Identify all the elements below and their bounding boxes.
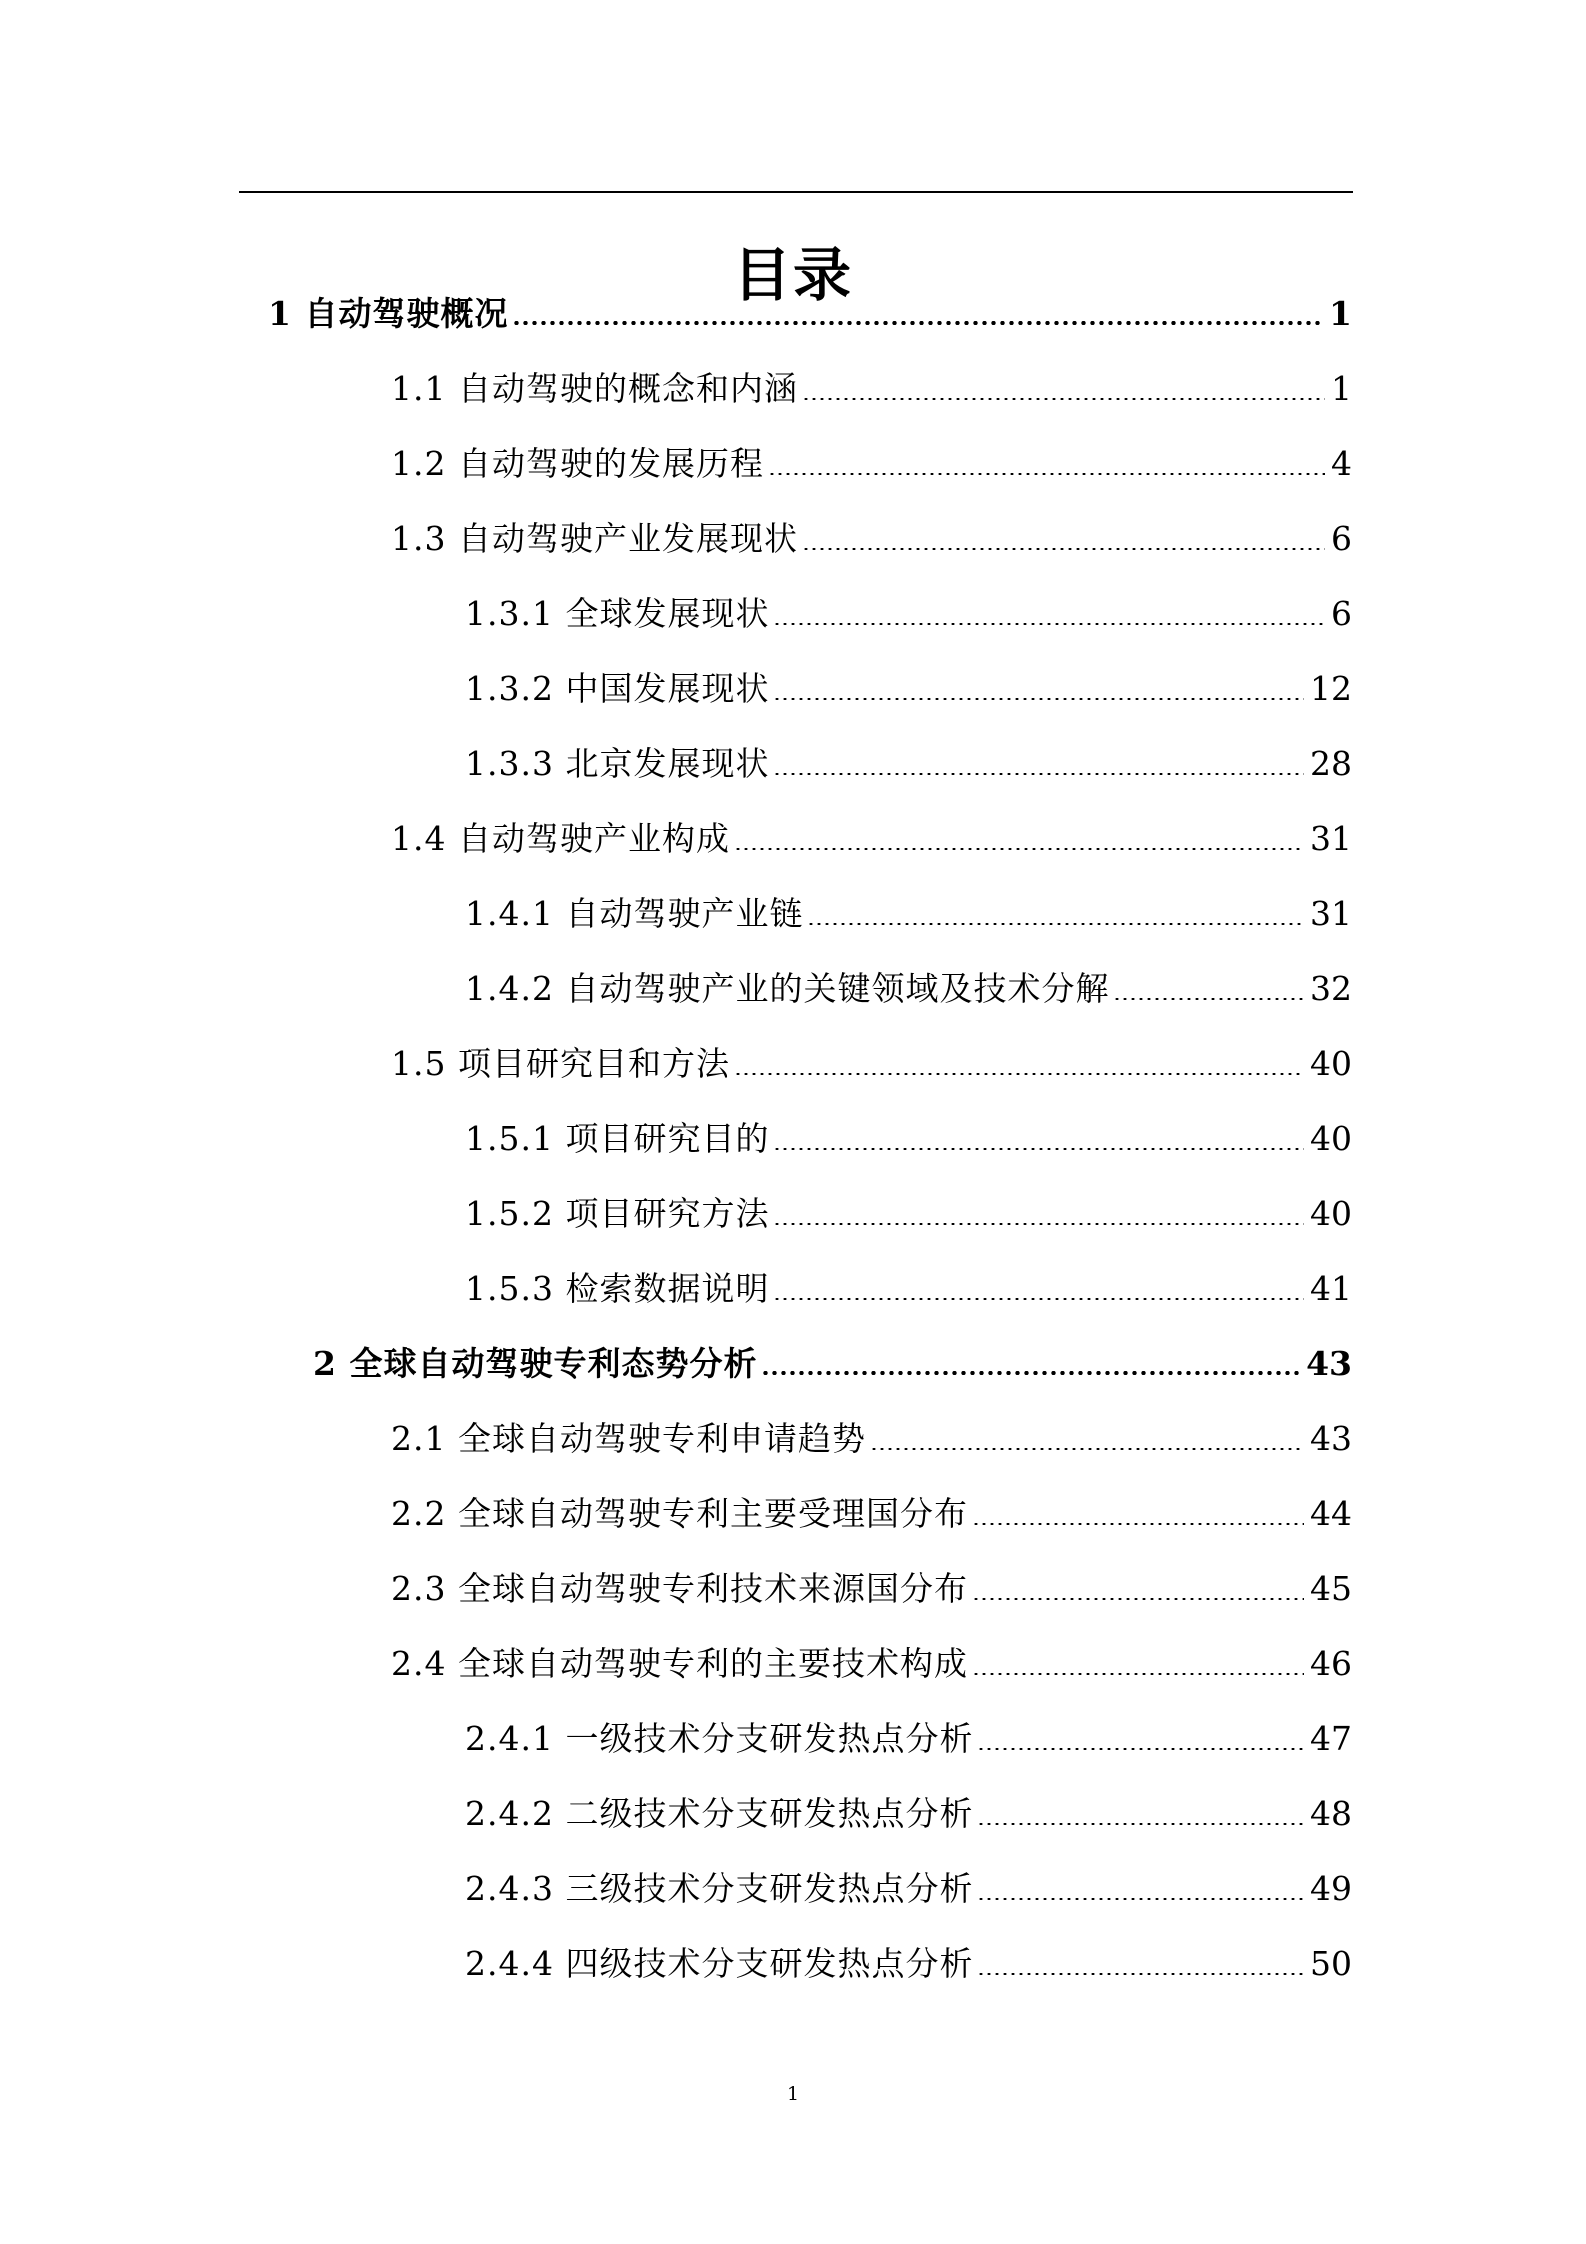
dot-leader: [977, 1823, 1304, 1825]
toc-entry-2-4-2[interactable]: [465, 1792, 1352, 1836]
toc-entry-page: 48: [1310, 1794, 1352, 1833]
toc-entry-2-4-1[interactable]: [465, 1717, 1352, 1761]
toc-entry-label: 1 自动驾驶概况: [268, 294, 509, 333]
toc-entry-page: 31: [1310, 894, 1352, 933]
toc-entry-2-4-4[interactable]: [465, 1942, 1352, 1986]
toc-entry-1-3-1[interactable]: [465, 592, 1352, 636]
toc-entry-1-1[interactable]: [391, 367, 1352, 411]
toc-entry-label: 1.1 自动驾驶的概念和内涵: [391, 369, 798, 408]
toc-entry-page: 12: [1310, 669, 1352, 708]
toc-entry-page: 6: [1331, 594, 1352, 633]
toc-entry-1-4[interactable]: [391, 817, 1352, 861]
dot-leader: [773, 698, 1304, 700]
toc-entry-page: 32: [1310, 969, 1352, 1008]
toc-entry-page: 43: [1310, 1419, 1352, 1458]
toc-entry-page: 43: [1306, 1344, 1352, 1383]
toc-entry-page: 31: [1310, 819, 1352, 858]
dot-leader: [773, 1148, 1304, 1150]
toc-entry-1-3[interactable]: [391, 517, 1352, 561]
toc-entry-label: 1.2 自动驾驶的发展历程: [391, 444, 764, 483]
toc-entry-label: 2.4.2 二级技术分支研发热点分析: [465, 1794, 974, 1833]
toc-entry-page: 1: [1331, 369, 1352, 408]
toc-entry-page: 44: [1310, 1494, 1352, 1533]
toc-entry-2-2[interactable]: [391, 1492, 1352, 1536]
toc-entry-1-3-2[interactable]: [465, 667, 1352, 711]
toc-entry-label: 2.4.1 一级技术分支研发热点分析: [465, 1719, 974, 1758]
dot-leader: [1113, 998, 1304, 1000]
toc-entry-page: 28: [1310, 744, 1352, 783]
dot-leader: [802, 398, 1325, 400]
dot-leader: [768, 473, 1325, 475]
dot-leader: [773, 773, 1304, 775]
dot-leader: [807, 923, 1304, 925]
toc-entry-page: 50: [1310, 1944, 1352, 1983]
toc-entry-label: 2.4.4 四级技术分支研发热点分析: [465, 1944, 974, 1983]
dot-leader: [802, 548, 1325, 550]
toc-entry-page: 40: [1310, 1194, 1352, 1233]
toc-entry-label: 1.3 自动驾驶产业发展现状: [391, 519, 798, 558]
toc-entry-1-4-2[interactable]: [465, 967, 1352, 1011]
toc-entry-1[interactable]: [268, 292, 1352, 336]
toc-entry-2-1[interactable]: [391, 1417, 1352, 1461]
toc-entry-label: 1.3.1 全球发展现状: [465, 594, 770, 633]
toc-entry-label: 2 全球自动驾驶专利态势分析: [313, 1344, 758, 1383]
header-rule: [239, 191, 1353, 193]
toc-entry-1-5-1[interactable]: [465, 1117, 1352, 1161]
dot-leader: [512, 321, 1323, 325]
dot-leader: [977, 1748, 1304, 1750]
toc-entry-page: 1: [1329, 294, 1352, 333]
dot-leader: [734, 848, 1304, 850]
toc-entry-label: 2.4.3 三级技术分支研发热点分析: [465, 1869, 974, 1908]
page-number: 1: [786, 2083, 800, 2105]
dot-leader: [773, 623, 1325, 625]
toc-entry-2-4-3[interactable]: [465, 1867, 1352, 1911]
toc-entry-label: 1.5.3 检索数据说明: [465, 1269, 770, 1308]
dot-leader: [977, 1898, 1304, 1900]
page-title: 目录: [732, 240, 853, 309]
dot-leader: [972, 1598, 1304, 1600]
toc-entry-label: 2.3 全球自动驾驶专利技术来源国分布: [391, 1569, 968, 1608]
toc-entry-page: 40: [1310, 1119, 1352, 1158]
toc-entry-page: 45: [1310, 1569, 1352, 1608]
toc-entry-label: 1.4 自动驾驶产业构成: [391, 819, 730, 858]
toc-entry-1-2[interactable]: [391, 442, 1352, 486]
toc-entry-label: 1.3.3 北京发展现状: [465, 744, 770, 783]
toc-entry-page: 47: [1310, 1719, 1352, 1758]
dot-leader: [734, 1073, 1304, 1075]
dot-leader: [977, 1973, 1304, 1975]
dot-leader: [972, 1673, 1304, 1675]
dot-leader: [761, 1371, 1300, 1375]
toc-entry-1-5[interactable]: [391, 1042, 1352, 1086]
toc-entry-2-3[interactable]: [391, 1567, 1352, 1611]
toc-entry-label: 1.5 项目研究目和方法: [391, 1044, 730, 1083]
dot-leader: [773, 1223, 1304, 1225]
toc-entry-1-4-1[interactable]: [465, 892, 1352, 936]
dot-leader: [773, 1298, 1304, 1300]
dot-leader: [870, 1448, 1304, 1450]
toc-entry-2-4[interactable]: [391, 1642, 1352, 1686]
toc-entry-page: 46: [1310, 1644, 1352, 1683]
toc-entry-page: 40: [1310, 1044, 1352, 1083]
toc-entry-label: 1.4.1 自动驾驶产业链: [465, 894, 804, 933]
toc-entry-label: 1.5.1 项目研究目的: [465, 1119, 770, 1158]
toc-entry-page: 6: [1331, 519, 1352, 558]
toc-entry-page: 41: [1310, 1269, 1352, 1308]
toc-entry-1-5-3[interactable]: [465, 1267, 1352, 1311]
toc-entry-label: 2.4 全球自动驾驶专利的主要技术构成: [391, 1644, 968, 1683]
toc-entry-label: 2.2 全球自动驾驶专利主要受理国分布: [391, 1494, 968, 1533]
toc-entry-label: 1.5.2 项目研究方法: [465, 1194, 770, 1233]
toc-entry-page: 4: [1331, 444, 1352, 483]
toc-entry-1-5-2[interactable]: [465, 1192, 1352, 1236]
toc-entry-page: 49: [1310, 1869, 1352, 1908]
toc-entry-label: 1.3.2 中国发展现状: [465, 669, 770, 708]
toc-entry-label: 2.1 全球自动驾驶专利申请趋势: [391, 1419, 866, 1458]
toc-entry-1-3-3[interactable]: [465, 742, 1352, 786]
dot-leader: [972, 1523, 1304, 1525]
toc-entry-label: 1.4.2 自动驾驶产业的关键领域及技术分解: [465, 969, 1110, 1008]
toc-entry-2[interactable]: [313, 1342, 1352, 1386]
